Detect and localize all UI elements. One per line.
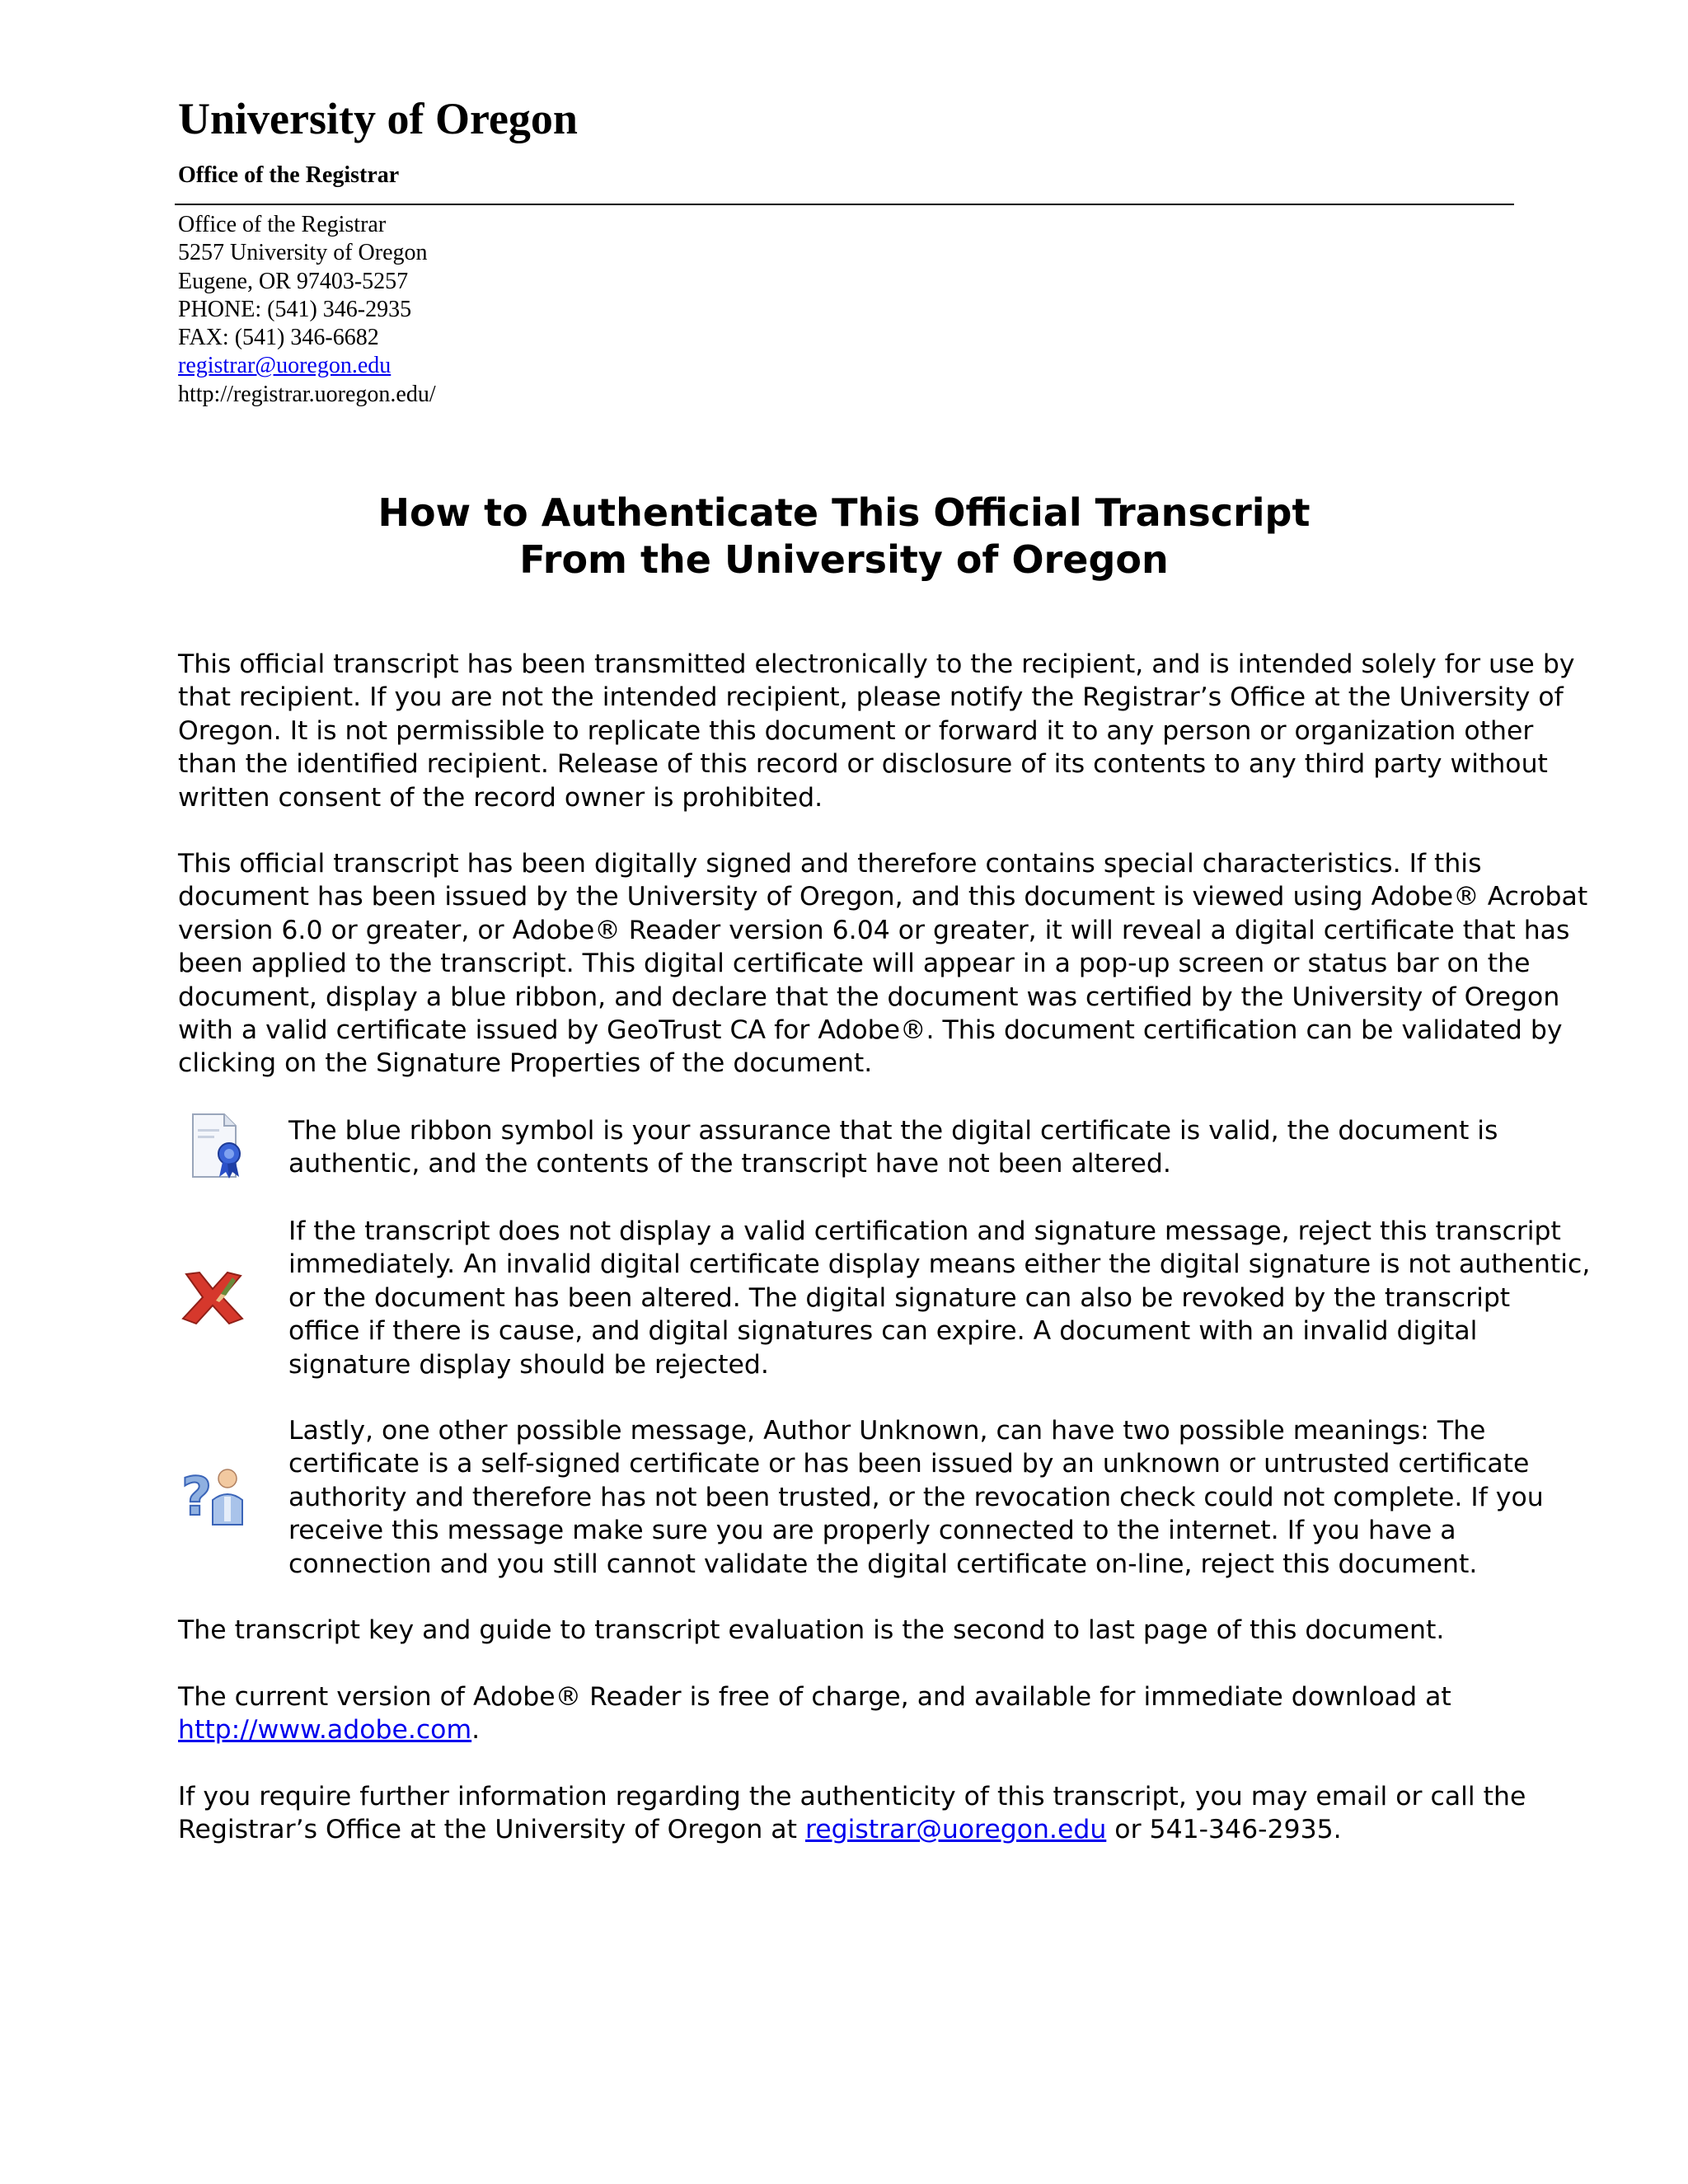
author-unknown-icon [178, 1460, 252, 1528]
header-divider [175, 204, 1514, 205]
paragraph-line: If the transcript does not display a valid certification and signature message, reject this transcript [288, 1216, 1561, 1246]
paragraph-line: written consent of the record owner is prohibited. [178, 782, 823, 813]
paragraph-line [178, 1713, 1451, 1746]
paragraph-line: signature display should be rejected. [288, 1349, 769, 1380]
paragraph-line: or the document has been altered. The digital signature can also be revoked by the transcript [288, 1282, 1511, 1313]
paragraph-transmission [178, 648, 1574, 814]
address-phone: PHONE: (541) 346-2935 [178, 296, 412, 322]
paragraph-transcript-key [178, 1614, 1444, 1647]
address-line-2: 5257 University of Oregon [178, 240, 428, 266]
paragraph-line: office if there is cause, and digital signatures can expire. A document with an invalid digital [288, 1316, 1478, 1347]
registrar-email-link[interactable]: registrar@uoregon.edu [804, 1815, 1107, 1845]
paragraph-line: This official transcript has been digitally signed and therefore contains special characteristics. If this [178, 849, 1482, 879]
paragraph-line: authentic, and the contents of the transcript have not been altered. [288, 1149, 1171, 1179]
paragraph-line: The current version of Adobe® Reader is free of charge, and available for immediate download at [178, 1682, 1451, 1712]
blue-ribbon-icon [188, 1111, 251, 1180]
address-line-3: Eugene, OR 97403-5257 [178, 268, 409, 294]
paragraph-line: immediately. An invalid digital certificate display means either the digital signature is not authentic, [288, 1249, 1591, 1280]
heading-line-2: From the University of Oregon [519, 537, 1169, 582]
invalid-explanation [288, 1215, 1590, 1381]
address-fax: FAX: (541) 346-6682 [178, 325, 379, 351]
address-block [178, 211, 436, 409]
contact-text-after: or 541-346-2935. [1106, 1815, 1342, 1845]
paragraph-line [178, 1813, 1526, 1846]
office-subtitle: Office of the Registrar [178, 162, 400, 188]
paragraph-line: with a valid certificate issued by GeoTrust CA for Adobe®. This document certification can be validated by [178, 1015, 1563, 1046]
main-heading [0, 490, 1688, 583]
paragraph-line: The blue ribbon symbol is your assurance that the digital certificate is valid, the document is [288, 1116, 1498, 1146]
paragraph-digital-signature [178, 847, 1587, 1080]
address-email-link[interactable]: registrar@uoregon.edu [178, 353, 392, 379]
paragraph-line: receive this message make sure you are properly connected to the internet. If you have a [288, 1516, 1456, 1546]
paragraph-line: Oregon. It is not permissible to replicate this document or forward it to any person or organization other [178, 715, 1534, 746]
paragraph-line: connection and you still cannot validate the digital certificate on-line, reject this document. [288, 1549, 1478, 1579]
heading-line-1: How to Authenticate This Official Transcript [377, 490, 1311, 535]
paragraph-line: document, display a blue ribbon, and declare that the document was certified by the University of Oregon [178, 982, 1560, 1012]
invalid-signature-icon [178, 1269, 247, 1327]
author-unknown-explanation [288, 1414, 1544, 1581]
paragraph-line: If you require further information regarding the authenticity of this transcript, you may email or call the [178, 1782, 1526, 1811]
paragraph-line: been applied to the transcript. This digital certificate will appear in a pop-up screen or status bar on the [178, 949, 1531, 979]
paragraph-line: This official transcript has been transmitted electronically to the recipient, and is intended solely for use by [178, 649, 1575, 679]
paragraph-line: authority and therefore has not been trusted, or the revocation check could not complete. If you [288, 1482, 1544, 1512]
contact-text-before: Registrar’s Office at the University of Oregon at [178, 1815, 805, 1845]
adobe-link[interactable]: http://www.adobe.com [178, 1715, 472, 1746]
paragraph-line: than the identified recipient. Release of this record or disclosure of its contents to any third party without [178, 749, 1548, 780]
university-title: University of Oregon [178, 94, 578, 143]
paragraph-line: certificate is a self-signed certificate or has been issued by an unknown or untrusted certificate [288, 1449, 1530, 1479]
svg-text:?: ? [181, 1467, 213, 1528]
paragraph-line: that recipient. If you are not the intended recipient, please notify the Registrar’s Office at the University of [178, 682, 1564, 713]
paragraph-line: document has been issued by the University of Oregon, and this document is viewed using Adobe® Acrobat [178, 882, 1588, 912]
address-line-1: Office of the Registrar [178, 212, 387, 237]
paragraph-further-info [178, 1780, 1526, 1847]
paragraph-line: Lastly, one other possible message, Author Unknown, can have two possible meanings: The [288, 1416, 1486, 1446]
period-text: . [471, 1715, 481, 1746]
ribbon-explanation [288, 1114, 1498, 1181]
paragraph-adobe-reader [178, 1680, 1451, 1747]
paragraph-line: clicking on the Signature Properties of the document. [178, 1048, 873, 1079]
address-website: http://registrar.uoregon.edu/ [178, 381, 436, 407]
paragraph-line: The transcript key and guide to transcript evaluation is the second to last page of this document. [178, 1615, 1445, 1645]
paragraph-line: version 6.0 or greater, or Adobe® Reader version 6.04 or greater, it will reveal a digital certificate that has [178, 915, 1570, 945]
